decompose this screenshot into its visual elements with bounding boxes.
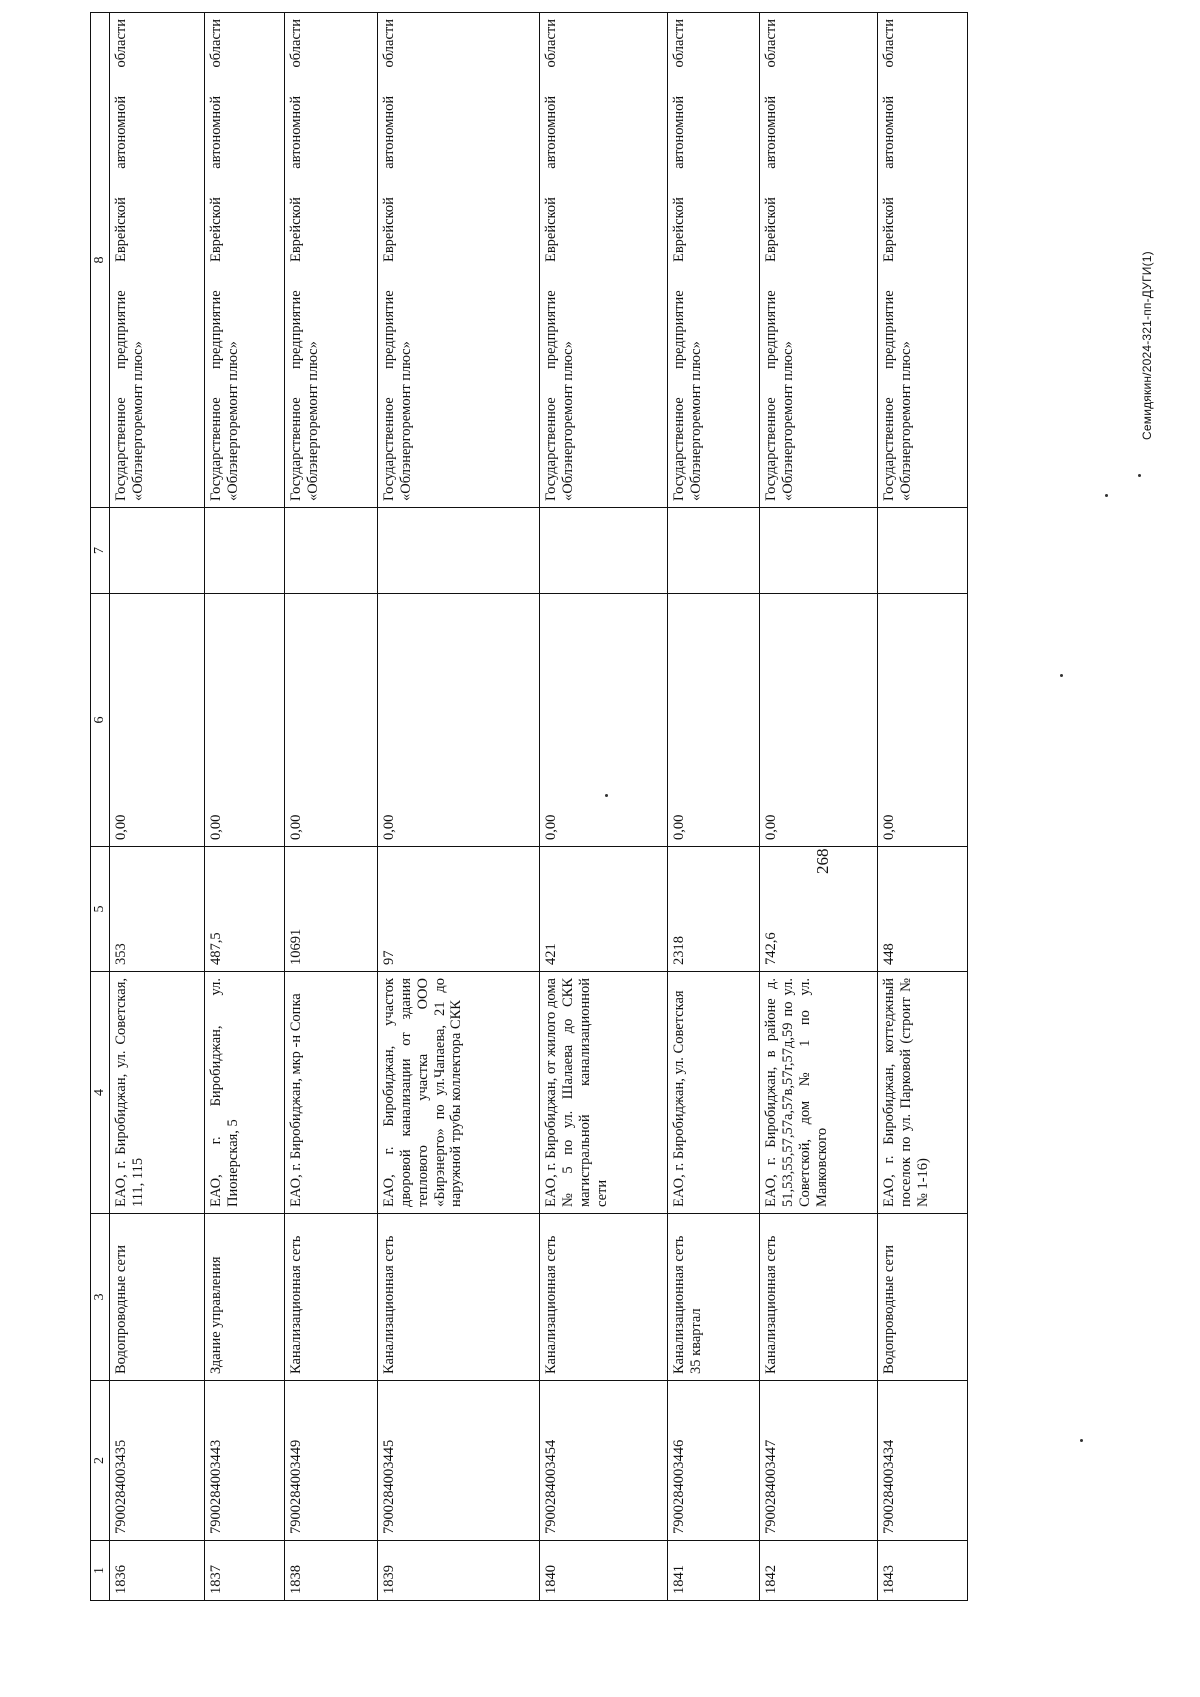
object-name: Водопроводные сети	[878, 1214, 968, 1381]
table-row	[540, 13, 668, 1601]
object-amount: 0,00	[540, 594, 668, 847]
row-number: 1842	[760, 1541, 878, 1601]
table-row	[205, 13, 285, 1601]
object-value: 353	[110, 847, 205, 972]
column-header: 6	[91, 594, 110, 847]
row-number: 1843	[878, 1541, 968, 1601]
object-amount: 0,00	[760, 594, 878, 847]
row-number: 1836	[110, 1541, 205, 1601]
object-name: Канализационная сеть	[378, 1214, 540, 1381]
object-name: Канализационная сеть	[760, 1214, 878, 1381]
object-name: Канализационная сеть 35 квартал	[668, 1214, 760, 1381]
object-value: 742,6	[760, 847, 878, 972]
column-header: 2	[91, 1381, 110, 1541]
object-owner: Государственное предприятие Еврейской автономной области «Облэнергоремонт плюс»	[110, 13, 205, 508]
object-owner: Государственное предприятие Еврейской автономной области «Облэнергоремонт плюс»	[378, 13, 540, 508]
scan-speck	[1060, 674, 1063, 677]
row-number: 1839	[378, 1541, 540, 1601]
table-row	[285, 13, 378, 1601]
object-address: ЕАО, г. Биробиджан, коттеджный поселок по ул. Парковой (строит №№ 1-16)	[878, 972, 968, 1214]
row-number: 1841	[668, 1541, 760, 1601]
object-amount: 0,00	[378, 594, 540, 847]
object-address: ЕАО, г. Биробиджан, ул. Советская	[668, 972, 760, 1214]
table-row	[110, 13, 205, 1601]
object-address: ЕАО, г. Биробиджан, ул. Пионерская, 5	[205, 972, 285, 1214]
registry-code: 7900284003434	[878, 1381, 968, 1541]
registry-code: 7900284003454	[540, 1381, 668, 1541]
column-7-cell	[378, 508, 540, 594]
object-address: ЕАО, г. Биробиджан, ул. Советская, 111, 115	[110, 972, 205, 1214]
object-owner: Государственное предприятие Еврейской автономной области «Облэнергоремонт плюс»	[760, 13, 878, 508]
object-amount: 0,00	[668, 594, 760, 847]
object-address: ЕАО, г. Биробиджан, от жилого дома № 5 по ул. Шалаева до СКК магистральной канализационной сети	[540, 972, 668, 1214]
column-header: 3	[91, 1214, 110, 1381]
object-value: 97	[378, 847, 540, 972]
object-value: 448	[878, 847, 968, 972]
column-7-cell	[540, 508, 668, 594]
object-owner: Государственное предприятие Еврейской автономной области «Облэнергоремонт плюс»	[668, 13, 760, 508]
scan-speck	[1105, 494, 1108, 497]
row-number: 1838	[285, 1541, 378, 1601]
table-row	[378, 13, 540, 1601]
column-7-cell	[878, 508, 968, 594]
property-registry-table	[90, 12, 968, 1601]
object-amount: 0,00	[110, 594, 205, 847]
table-row	[668, 13, 760, 1601]
column-header: 7	[91, 508, 110, 594]
object-value: 2318	[668, 847, 760, 972]
object-name: Канализационная сеть	[285, 1214, 378, 1381]
object-name: Здание управления	[205, 1214, 285, 1381]
column-7-cell	[668, 508, 760, 594]
row-number: 1837	[205, 1541, 285, 1601]
object-address: ЕАО, г. Биробиджан, мкр -н Сопка	[285, 972, 378, 1214]
column-7-cell	[110, 508, 205, 594]
object-owner: Государственное предприятие Еврейской автономной области «Облэнергоремонт плюс»	[285, 13, 378, 508]
object-owner: Государственное предприятие Еврейской автономной области «Облэнергоремонт плюс»	[878, 13, 968, 508]
column-header: 1	[91, 1541, 110, 1601]
object-amount: 0,00	[878, 594, 968, 847]
object-owner: Государственное предприятие Еврейской автономной области «Облэнергоремонт плюс»	[205, 13, 285, 508]
column-7-cell	[760, 508, 878, 594]
document-footer-code: Семидякин/2024-321-пп-ДУГИ(1)	[1140, 251, 1154, 440]
object-amount: 0,00	[205, 594, 285, 847]
scan-speck	[1138, 474, 1141, 477]
column-number-row	[91, 13, 110, 1601]
column-header: 5	[91, 847, 110, 972]
object-amount: 0,00	[285, 594, 378, 847]
scan-speck	[1080, 1439, 1083, 1442]
page-number: 268	[813, 848, 832, 874]
column-7-cell	[285, 508, 378, 594]
registry-code: 7900284003447	[760, 1381, 878, 1541]
table-row	[878, 13, 968, 1601]
row-number: 1840	[540, 1541, 668, 1601]
object-name: Водопроводные сети	[110, 1214, 205, 1381]
registry-code: 7900284003435	[110, 1381, 205, 1541]
column-header: 8	[91, 13, 110, 508]
object-value: 421	[540, 847, 668, 972]
object-value: 10691	[285, 847, 378, 972]
scan-speck	[605, 794, 608, 797]
object-address: ЕАО, г. Биробиджан, участок дворовой канализации от здания теплового участка ООО «Бирэнерго» по ул.Чапаева, 21 до наружной трубы коллектора СКК	[378, 972, 540, 1214]
registry-code: 7900284003449	[285, 1381, 378, 1541]
registry-code: 7900284003446	[668, 1381, 760, 1541]
object-address: ЕАО, г. Биробиджан, в районе д. 51,53,55,57,57а,57в,57г,57д,59 по ул. Советской, дом № 1 по ул. Маяковского	[760, 972, 878, 1214]
object-owner: Государственное предприятие Еврейской автономной области «Облэнергоремонт плюс»	[540, 13, 668, 508]
object-name: Канализационная сеть	[540, 1214, 668, 1381]
object-value: 487,5	[205, 847, 285, 972]
table-row	[760, 13, 878, 1601]
column-7-cell	[205, 508, 285, 594]
registry-code: 7900284003443	[205, 1381, 285, 1541]
column-header: 4	[91, 972, 110, 1214]
registry-code: 7900284003445	[378, 1381, 540, 1541]
